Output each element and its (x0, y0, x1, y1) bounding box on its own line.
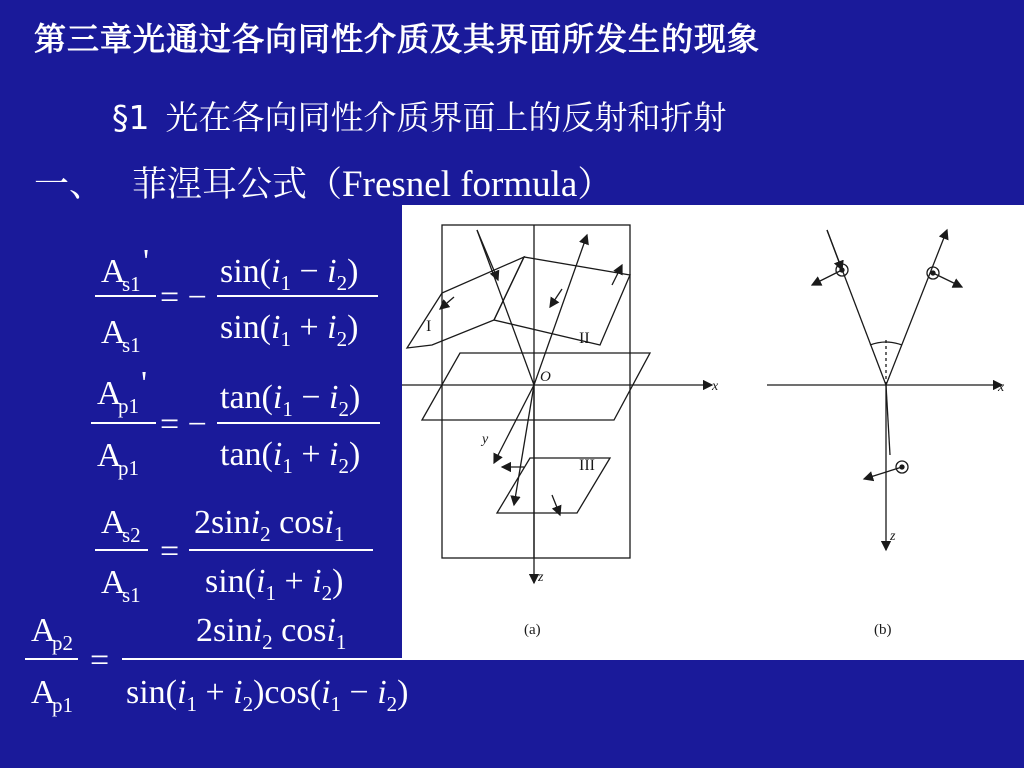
figure-a-frame (442, 225, 630, 558)
svg-text:A: A (97, 437, 122, 474)
caption-b: (b) (874, 622, 892, 638)
formula-s-reflection (95, 243, 378, 357)
heading-close-paren: ） (577, 165, 613, 205)
heading-chinese: 菲涅耳公式 (132, 165, 308, 205)
formula-s-transmission (95, 504, 373, 607)
svg-text:s1: s1 (122, 583, 141, 607)
figure-a (402, 225, 712, 583)
svg-text:A: A (101, 564, 126, 601)
axis-x-label-a: x (712, 379, 719, 394)
plane-I (407, 257, 524, 348)
axis-z-label-a: z (538, 570, 544, 585)
figure-b (767, 230, 1002, 550)
section-title: 光在各向同性介质界面上的反射和折射 (165, 98, 727, 137)
figure-drawing (402, 205, 1024, 660)
svg-text:A: A (31, 612, 56, 649)
svg-text:A: A (97, 375, 122, 412)
svg-text:A: A (101, 504, 126, 541)
svg-text:s1: s1 (122, 272, 141, 296)
svg-text:2sini2 cosi1: 2sini$_2$ cosi$_1$ (196, 612, 347, 654)
plane-1-label: I (426, 318, 432, 335)
svg-text:A: A (31, 674, 56, 711)
svg-text:tan(i1 + i2): $\tan(i_1 + i_2)$ (220, 436, 361, 478)
caption-a: (a) (524, 622, 541, 638)
heading-open-paren: （ (307, 165, 343, 205)
figure-a-labels (426, 318, 719, 638)
origin-label: O (540, 369, 551, 385)
axis-z-label-b: z (890, 529, 896, 544)
svg-text:A: A (101, 314, 126, 351)
axis-x-label-b: x (998, 380, 1005, 395)
svg-text:s1: s1 (122, 333, 141, 357)
axis-y-label-a: y (482, 432, 489, 447)
formula-p-transmission (25, 612, 445, 717)
svg-text:sin(i1 + i2)cos(i1 − i2): $\sin(i_1 + i_2)\cos(i_1 - i_2)$ (126, 674, 409, 716)
svg-text:sin(i1 + i2): $\sin(i_1 + i_2)$ (220, 309, 359, 351)
svg-text:s2: s2 (122, 523, 141, 547)
svg-text:p1: p1 (52, 693, 73, 717)
svg-text:2sini2 cosi1: 2sini$_2$ cosi$_1$ (194, 504, 345, 546)
interface-plane (422, 353, 650, 420)
svg-text:': ' (143, 243, 150, 280)
svg-text:= −: = − (160, 279, 207, 316)
chapter-title: 第三章光通过各向同性介质及其界面所发生的现象 (34, 20, 761, 58)
svg-text:p2: p2 (52, 631, 73, 655)
fresnel-figure (402, 205, 1024, 660)
formula-p-reflection (91, 365, 380, 480)
plane-3-label: III (579, 457, 595, 474)
svg-text:=: = (160, 533, 180, 570)
svg-text:= −: = − (160, 406, 207, 443)
svg-text:p1: p1 (118, 394, 139, 418)
svg-text:=: = (90, 642, 110, 679)
figure-b-labels (874, 380, 1005, 638)
svg-text:tan(i1 − i2): $\tan(i_1 - i_2)$ (220, 379, 361, 421)
svg-text:A: A (101, 253, 126, 290)
heading-english: Fresnel formula (342, 164, 578, 205)
heading-number: 一、 (34, 165, 105, 205)
plane-2-label: II (579, 330, 590, 347)
section-symbol: §1 (112, 98, 150, 137)
svg-text:p1: p1 (118, 456, 139, 480)
svg-text:sin(i1 − i2): $\sin(i_1 - i_2)$ (220, 253, 359, 295)
svg-text:': ' (141, 365, 148, 402)
svg-text:sin(i1 + i2): $\sin(i_1 + i_2)$ (205, 563, 344, 605)
